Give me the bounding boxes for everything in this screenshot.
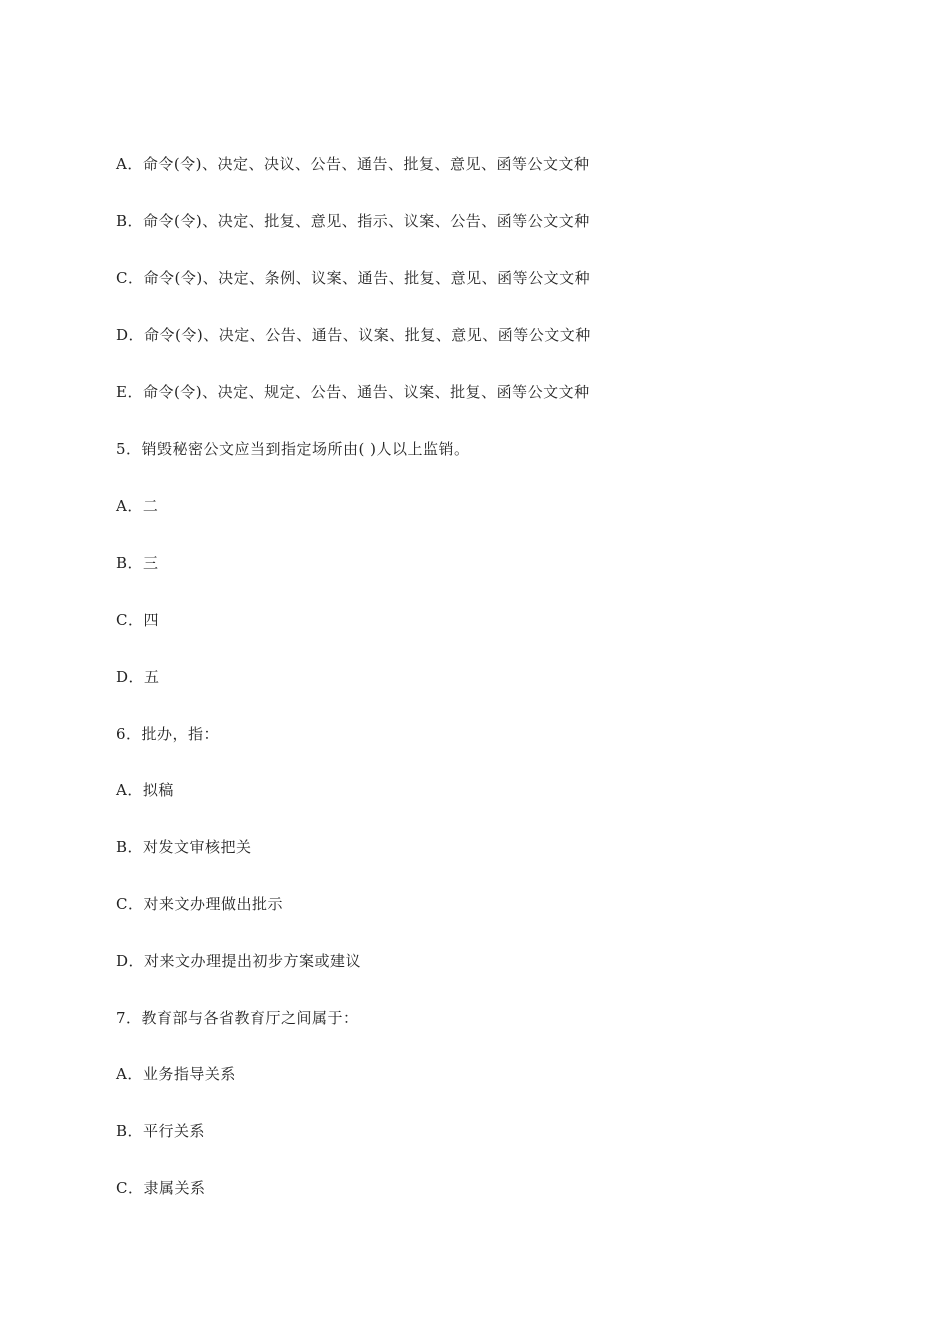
q6-option-a: A．拟稿 xyxy=(116,781,174,799)
q5-option-c: C．四 xyxy=(116,611,159,629)
q5-option-a: A．二 xyxy=(116,497,159,515)
q6-option-c: C．对来文办理做出批示 xyxy=(116,895,283,913)
q6-option-d: D．对来文办理提出初步方案或建议 xyxy=(116,952,362,970)
q6-question: 6．批办，指： xyxy=(116,725,220,743)
q4-option-e: E．命令(令)、决定、规定、公告、通告、议案、批复、函等公文文种 xyxy=(116,383,590,401)
q5-option-b: B．三 xyxy=(116,554,159,572)
q4-option-b: B．命令(令)、决定、批复、意见、指示、议案、公告、函等公文文种 xyxy=(116,212,590,230)
q4-option-a: A．命令(令)、决定、决议、公告、通告、批复、意见、函等公文文种 xyxy=(116,155,590,173)
q5-question: 5．销毁秘密公文应当到指定场所由( )人以上监销。 xyxy=(116,440,470,458)
q7-question: 7．教育部与各省教育厅之间属于： xyxy=(116,1009,359,1027)
q4-option-d: D．命令(令)、决定、公告、通告、议案、批复、意见、函等公文文种 xyxy=(116,326,591,344)
q7-option-c: C．隶属关系 xyxy=(116,1179,206,1197)
q7-option-a: A．业务指导关系 xyxy=(116,1065,236,1083)
q5-option-d: D．五 xyxy=(116,668,160,686)
q6-option-b: B．对发文审核把关 xyxy=(116,838,252,856)
q7-option-b: B．平行关系 xyxy=(116,1122,206,1140)
q4-option-c: C．命令(令)、决定、条例、议案、通告、批复、意见、函等公文文种 xyxy=(116,269,591,287)
